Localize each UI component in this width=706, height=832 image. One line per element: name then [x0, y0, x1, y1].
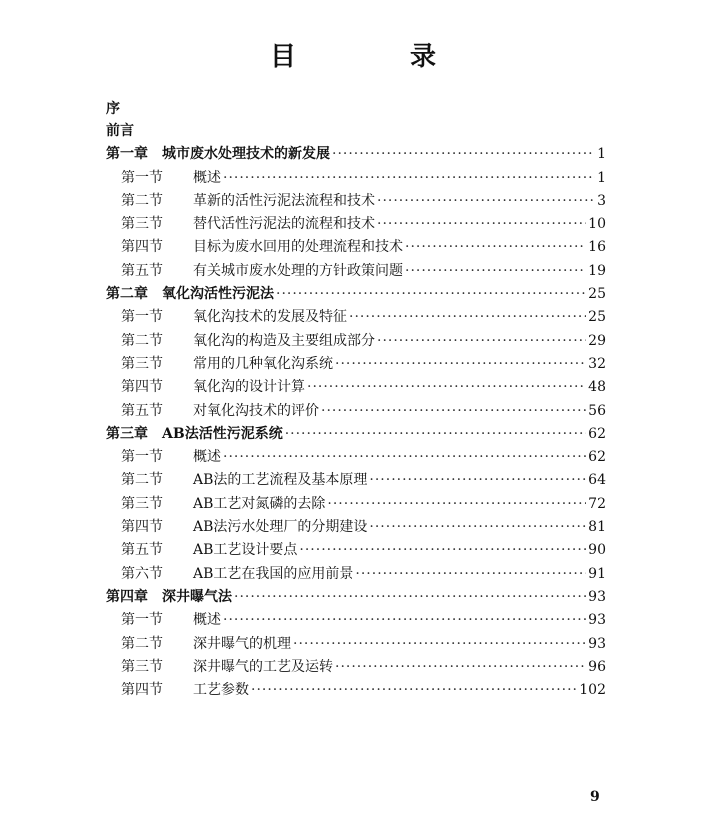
dot-leader — [355, 564, 586, 584]
section-name: 深井曝气的工艺及运转 — [193, 658, 333, 675]
section-page: 3 — [597, 192, 606, 209]
section-label: 第一节 — [121, 309, 163, 326]
dot-leader — [293, 634, 586, 654]
section-page: 90 — [588, 542, 606, 559]
chapter-page: 1 — [597, 146, 606, 163]
toc-section — [106, 537, 606, 560]
section-name: 概述 — [193, 169, 221, 186]
section-label: 第三节 — [121, 495, 163, 512]
toc-front-item-name: 前言 — [106, 123, 134, 139]
toc-chapter — [106, 281, 606, 304]
section-page: 64 — [588, 472, 606, 489]
chapter-page: 25 — [588, 286, 606, 303]
section-page: 96 — [588, 658, 606, 675]
section-name: 常用的几种氧化沟系统 — [193, 355, 333, 372]
dot-leader — [327, 494, 586, 514]
toc-front-item-name: 序 — [106, 101, 120, 117]
dot-leader — [377, 331, 586, 351]
dot-leader — [369, 517, 586, 537]
toc-section — [106, 327, 606, 350]
section-name: AB工艺对氮磷的去除 — [193, 495, 326, 512]
section-name: 替代活性污泥法的流程和技术 — [193, 216, 375, 233]
dot-leader — [299, 540, 586, 560]
toc-section — [106, 560, 606, 583]
section-label: 第一节 — [121, 169, 163, 186]
dot-leader — [285, 424, 586, 444]
table-of-contents — [106, 97, 606, 700]
toc-section — [106, 211, 606, 234]
toc-section — [106, 351, 606, 374]
toc-section — [106, 490, 606, 513]
chapter-name: 城市废水处理技术的新发展 — [162, 146, 330, 163]
section-label: 第三节 — [121, 355, 163, 372]
chapter-label: 第二章 — [106, 286, 148, 303]
section-page: 91 — [588, 565, 606, 582]
section-label: 第四节 — [121, 239, 163, 256]
toc-chapter — [106, 421, 606, 444]
toc-section — [106, 304, 606, 327]
section-label: 第五节 — [121, 542, 163, 559]
section-name: 概述 — [193, 449, 221, 466]
section-page: 93 — [588, 635, 606, 652]
toc-section — [106, 467, 606, 490]
chapter-name: 氧化沟活性污泥法 — [162, 286, 274, 303]
section-name: 概述 — [193, 612, 221, 629]
dot-leader — [369, 470, 586, 490]
section-name: 深井曝气的机理 — [193, 635, 291, 652]
section-label: 第一节 — [121, 612, 163, 629]
toc-chapter — [106, 584, 606, 607]
section-name: 工艺参数 — [193, 682, 249, 699]
toc-section — [106, 677, 606, 700]
section-page: 81 — [588, 519, 606, 536]
section-name: AB工艺在我国的应用前景 — [193, 565, 354, 582]
section-page: 93 — [588, 612, 606, 629]
dot-leader — [307, 377, 586, 397]
toc-section — [106, 607, 606, 630]
dot-leader — [223, 610, 586, 630]
section-name: AB法的工艺流程及基本原理 — [193, 472, 368, 489]
toc-section — [106, 514, 606, 537]
section-label: 第三节 — [121, 216, 163, 233]
section-label: 第二节 — [121, 332, 163, 349]
dot-leader — [349, 307, 586, 327]
toc-front-item — [106, 119, 606, 141]
section-page: 32 — [588, 355, 606, 372]
section-name: 氧化沟技术的发展及特征 — [193, 309, 347, 326]
section-label: 第五节 — [121, 402, 163, 419]
dot-leader — [405, 261, 586, 281]
section-label: 第五节 — [121, 262, 163, 279]
section-page: 102 — [579, 682, 606, 699]
section-label: 第四节 — [121, 682, 163, 699]
toc-section — [106, 257, 606, 280]
dot-leader — [377, 191, 595, 211]
toc-section — [106, 397, 606, 420]
section-name: 有关城市废水处理的方针政策问题 — [193, 262, 403, 279]
section-label: 第四节 — [121, 379, 163, 396]
section-page: 19 — [588, 262, 606, 279]
toc-chapter — [106, 141, 606, 164]
chapter-label: 第一章 — [106, 146, 148, 163]
section-page: 48 — [588, 379, 606, 396]
dot-leader — [377, 214, 586, 234]
section-name: 对氧化沟技术的评价 — [193, 402, 319, 419]
dot-leader — [223, 447, 586, 467]
section-page: 56 — [588, 402, 606, 419]
section-page: 72 — [588, 495, 606, 512]
dot-leader — [321, 401, 586, 421]
toc-section — [106, 234, 606, 257]
section-page: 62 — [588, 449, 606, 466]
toc-section — [106, 188, 606, 211]
section-name: AB法污水处理厂的分期建设 — [193, 519, 368, 536]
dot-leader — [234, 587, 586, 607]
chapter-label: 第四章 — [106, 588, 148, 605]
chapter-label: 第三章 — [106, 425, 148, 442]
section-label: 第二节 — [121, 192, 163, 209]
toc-section — [106, 654, 606, 677]
dot-leader — [405, 237, 586, 257]
chapter-name: 深井曝气法 — [162, 588, 232, 605]
dot-leader — [251, 680, 577, 700]
section-name: 革新的活性污泥法流程和技术 — [193, 192, 375, 209]
section-label: 第四节 — [121, 519, 163, 536]
section-label: 第三节 — [121, 658, 163, 675]
chapter-page: 62 — [588, 425, 606, 442]
dot-leader — [335, 657, 586, 677]
section-label: 第二节 — [121, 635, 163, 652]
section-name: 目标为废水回用的处理流程和技术 — [193, 239, 403, 256]
page-title: 目 录 — [269, 42, 480, 72]
section-label: 第一节 — [121, 449, 163, 466]
dot-leader — [276, 284, 586, 304]
toc-section — [106, 444, 606, 467]
section-name: 氧化沟的构造及主要组成部分 — [193, 332, 375, 349]
chapter-page: 93 — [588, 588, 606, 605]
section-page: 29 — [588, 332, 606, 349]
section-page: 1 — [597, 169, 606, 186]
section-name: AB工艺设计要点 — [193, 542, 298, 559]
chapter-name: AB法活性污泥系统 — [162, 425, 283, 442]
dot-leader — [332, 144, 595, 164]
section-page: 16 — [588, 239, 606, 256]
dot-leader — [335, 354, 586, 374]
dot-leader — [223, 168, 595, 188]
toc-section — [106, 374, 606, 397]
toc-front-item — [106, 97, 606, 119]
toc-section — [106, 630, 606, 653]
section-name: 氧化沟的设计计算 — [193, 379, 305, 396]
toc-section — [106, 164, 606, 187]
section-label: 第二节 — [121, 472, 163, 489]
section-page: 25 — [588, 309, 606, 326]
section-label: 第六节 — [121, 565, 163, 582]
section-page: 10 — [588, 216, 606, 233]
page-number: 9 — [590, 789, 600, 805]
